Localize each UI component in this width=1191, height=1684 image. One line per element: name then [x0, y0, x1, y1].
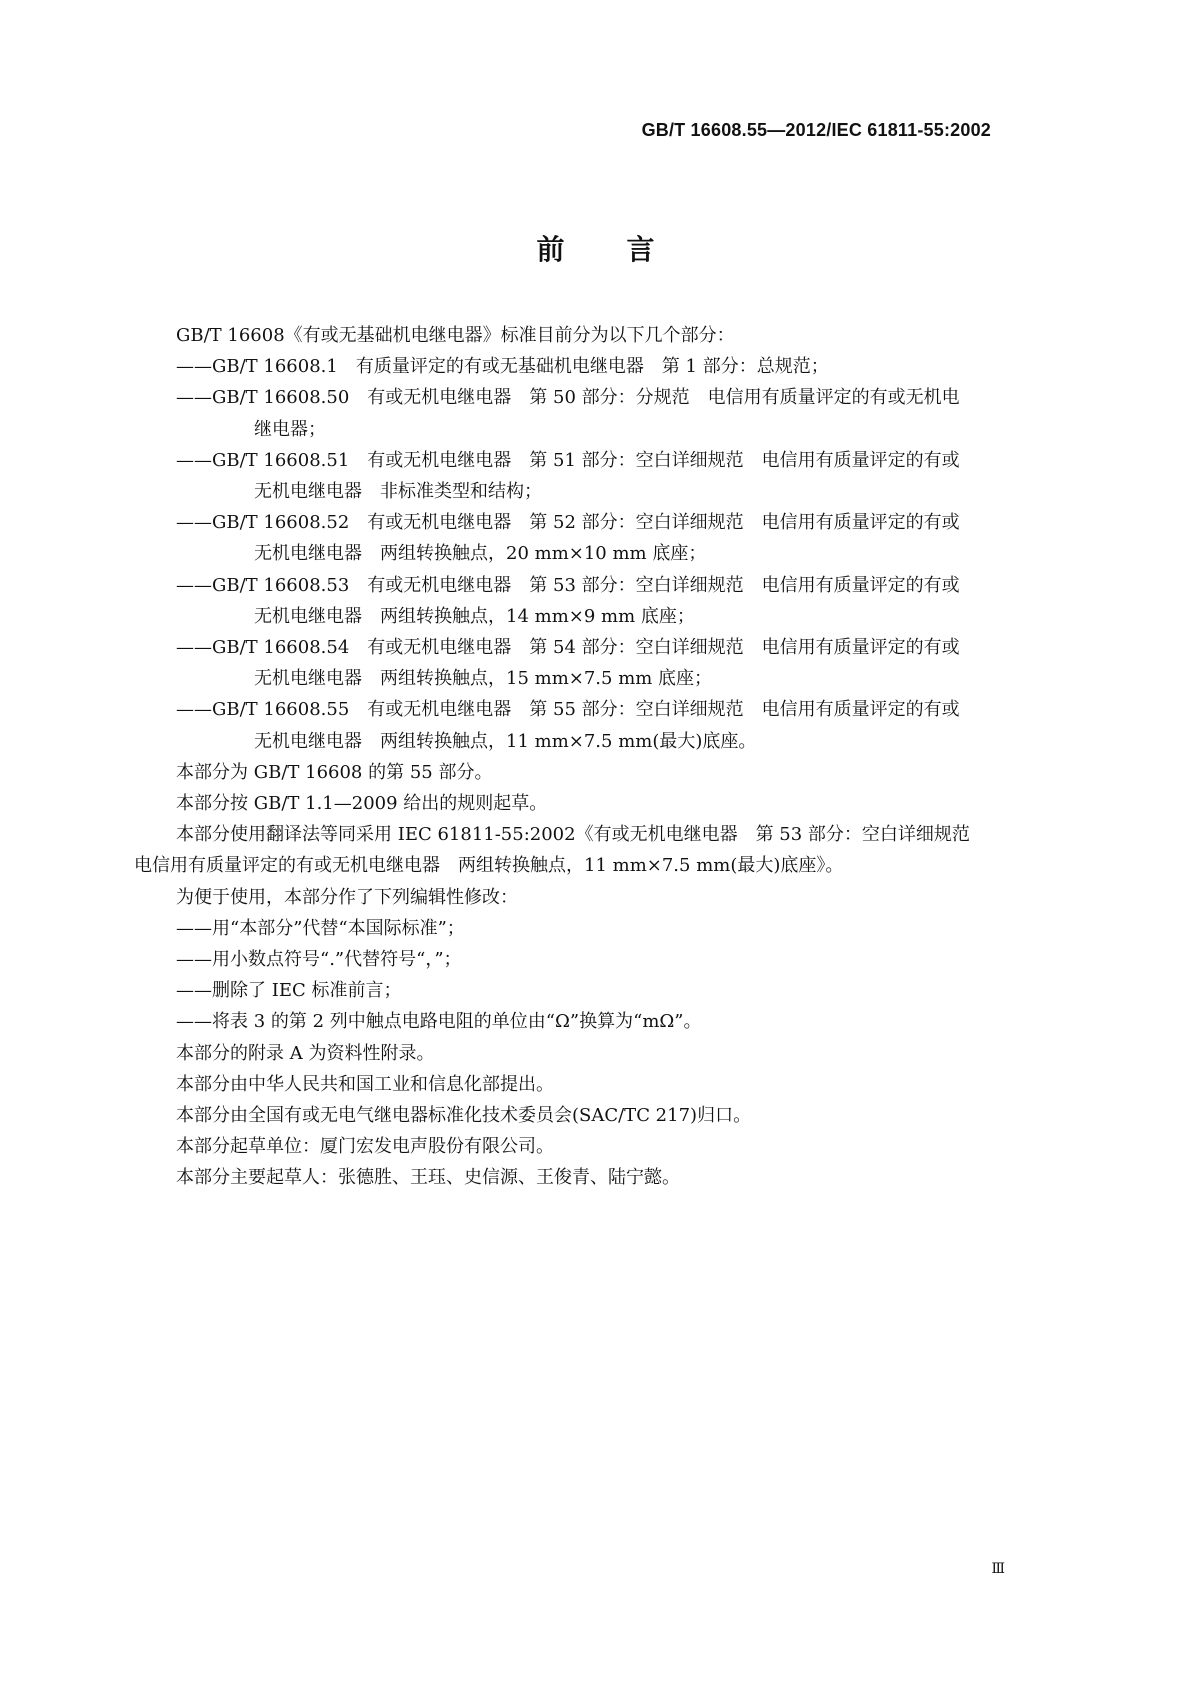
- list-item-text: GB/T 16608.1 有质量评定的有或无基础机电继电器 第 1 部分：总规范；: [212, 356, 829, 378]
- list-item-text: GB/T 16608.52 有或无机电继电器 第 52 部分：空白详细规范 电信用有质量评定的有或: [212, 512, 960, 534]
- list-item: [134, 694, 1059, 756]
- list-dash: ——: [176, 949, 212, 971]
- list-item-text: GB/T 16608.51 有或无机电继电器 第 51 部分：空白详细规范 电信用有质量评定的有或: [212, 449, 960, 471]
- list-item-continuation: 无机电继电器 两组转换触点，20 mm×10 mm 底座；: [254, 543, 707, 565]
- edit-item: [134, 913, 1059, 944]
- page-title: 前言: [536, 233, 717, 266]
- list-item-continuation: 无机电继电器 两组转换触点，15 mm×7.5 mm 底座；: [254, 668, 713, 690]
- edit-item: [134, 975, 1059, 1006]
- list-item: [134, 507, 1059, 569]
- list-item-text: GB/T 16608.54 有或无机电继电器 第 54 部分：空白详细规范 电信用有质量评定的有或: [212, 637, 960, 659]
- edit-item-text: 用小数点符号“.”代替符号“，”；: [212, 949, 462, 971]
- drafting-rules-paragraph: 本部分按 GB/T 1.1—2009 给出的规则起草。: [176, 793, 548, 815]
- edit-item: [134, 944, 1059, 975]
- adoption-paragraph-line1: 本部分使用翻译法等同采用 IEC 61811-55:2002《有或无机电继电器 第 53 部分：空白详细规范: [176, 824, 970, 846]
- intro-paragraph: GB/T 16608《有或无基础机电继电器》标准目前分为以下几个部分：: [176, 325, 735, 346]
- drafting-org-paragraph: 本部分起草单位：厦门宏发电声股份有限公司。: [176, 1136, 554, 1158]
- page-number: Ⅲ: [991, 1561, 1005, 1577]
- drafters-paragraph: 本部分主要起草人：张德胜、王珏、史信源、王俊青、陆宁懿。: [176, 1167, 680, 1189]
- list-item-continuation: 无机电继电器 两组转换触点，11 mm×7.5 mm(最大)底座。: [254, 730, 757, 752]
- part-of-paragraph: 本部分为 GB/T 16608 的第 55 部分。: [176, 761, 493, 783]
- list-dash: ——: [176, 980, 212, 1002]
- edit-item-text: 删除了 IEC 标准前言；: [212, 980, 402, 1002]
- proposer-paragraph: 本部分由中华人民共和国工业和信息化部提出。: [176, 1073, 554, 1095]
- committee-paragraph: 本部分由全国有或无电气继电器标准化技术委员会(SAC/TC 217)归口。: [176, 1105, 752, 1127]
- list-item-text: GB/T 16608.53 有或无机电继电器 第 53 部分：空白详细规范 电信用有质量评定的有或: [212, 574, 960, 596]
- edit-item: [134, 1006, 1059, 1037]
- list-item-text: GB/T 16608.55 有或无机电继电器 第 55 部分：空白详细规范 电信用有质量评定的有或: [212, 699, 960, 721]
- list-dash: ——: [176, 356, 212, 378]
- list-dash: ——: [176, 699, 212, 721]
- edit-item-text: 将表 3 的第 2 列中触点电路电阻的单位由“Ω”换算为“mΩ”。: [212, 1011, 702, 1033]
- list-dash: ——: [176, 1011, 212, 1033]
- list-item: [134, 632, 1059, 694]
- list-item: [134, 351, 1059, 382]
- list-item-text: GB/T 16608.50 有或无机电继电器 第 50 部分：分规范 电信用有质量评定的有或无机电: [212, 387, 960, 409]
- list-dash: ——: [176, 449, 212, 471]
- list-item: [134, 570, 1059, 632]
- list-item: [134, 445, 1059, 507]
- list-dash: ——: [176, 917, 212, 939]
- list-item-continuation: 无机电继电器 两组转换触点，14 mm×9 mm 底座；: [254, 605, 695, 627]
- foreword-body: [134, 320, 1059, 1194]
- list-dash: ——: [176, 574, 212, 596]
- edit-item-text: 用“本部分”代替“本国际标准”；: [212, 917, 465, 939]
- annex-paragraph: 本部分的附录 A 为资料性附录。: [176, 1042, 435, 1064]
- list-dash: ——: [176, 512, 212, 534]
- adoption-paragraph-line2: 电信用有质量评定的有或无机电继电器 两组转换触点，11 mm×7.5 mm(最大)底座》。: [134, 855, 844, 877]
- list-dash: ——: [176, 387, 212, 409]
- list-dash: ——: [176, 637, 212, 659]
- edits-intro-paragraph: 为便于使用，本部分作了下列编辑性修改：: [176, 886, 518, 908]
- list-item-continuation: 继电器；: [254, 418, 326, 440]
- list-item-continuation: 无机电继电器 非标准类型和结构；: [254, 481, 542, 503]
- list-item: [134, 382, 1059, 444]
- standard-id-header: GB/T 16608.55—2012/IEC 61811-55:2002: [641, 120, 991, 140]
